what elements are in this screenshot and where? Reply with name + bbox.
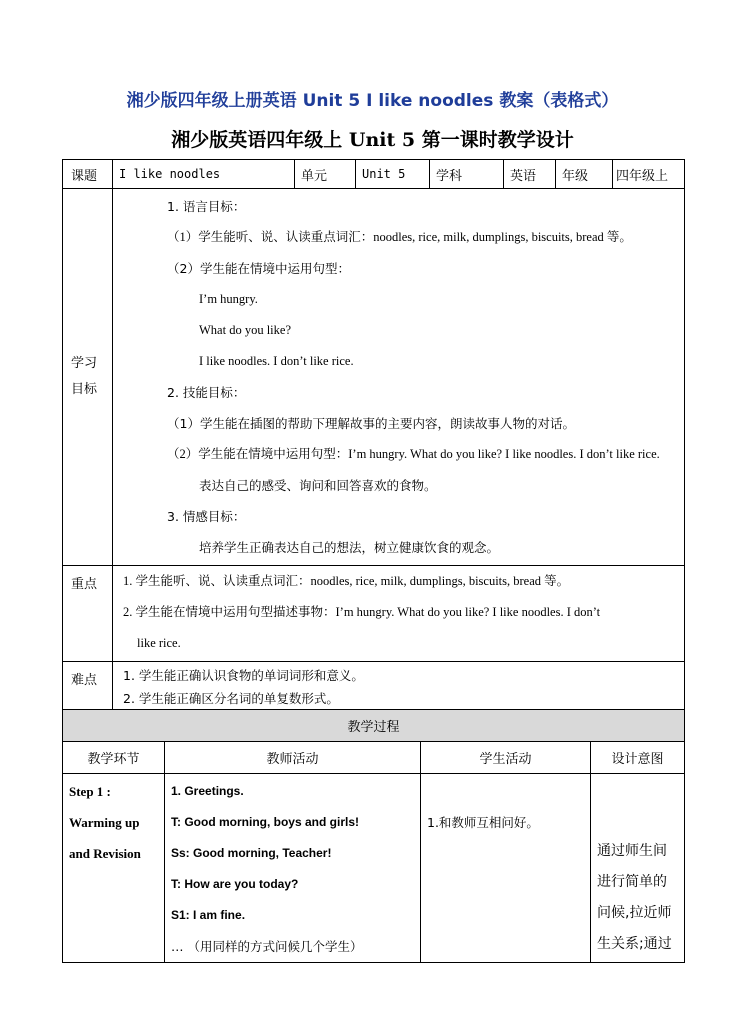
teaching-process-table	[62, 709, 685, 963]
step-line: Step 1 :	[69, 784, 111, 799]
intent-line: 问候,拉近师	[597, 905, 672, 921]
key-points-row	[63, 566, 685, 662]
objectives-label-line1: 学习	[71, 356, 98, 371]
teacher-line: S1: I am fine.	[171, 908, 246, 922]
key-points-label: 重点	[63, 566, 113, 662]
intent-line: 通过师生间	[597, 843, 667, 859]
document-subtitle: 湘少版英语四年级上 Unit 5 第一课时教学设计	[171, 129, 574, 151]
header-teacher: 教师活动	[165, 742, 421, 774]
teacher-activity-cell	[165, 774, 421, 963]
document-title: 湘少版四年级上册英语 Unit 5 I like noodles 教案（表格式）	[126, 91, 619, 111]
grade-value: 四年级上	[613, 160, 685, 189]
process-step-row	[63, 774, 685, 963]
teacher-line: T: Good morning, boys and girls!	[171, 815, 359, 829]
key-points-content	[113, 566, 685, 662]
objectives-row	[63, 189, 685, 566]
objective-line: 3. 情感目标：	[167, 509, 246, 524]
teacher-line: T: How are you today?	[171, 877, 299, 891]
topic-value: I like noodles	[113, 160, 295, 189]
intent-line: 进行简单的	[597, 874, 667, 890]
objective-line: 1. 语言目标：	[167, 199, 246, 214]
header-step: 教学环节	[63, 742, 165, 774]
difficulties-label: 难点	[63, 662, 113, 711]
subject-label: 学科	[430, 160, 504, 189]
design-intent-cell	[591, 774, 685, 963]
difficulty-line: 1. 学生能正确认识食物的单词词形和意义。	[123, 668, 364, 683]
objectives-label	[63, 189, 113, 566]
header-intent: 设计意图	[591, 742, 685, 774]
topic-label: 课题	[63, 160, 113, 189]
step-line: and Revision	[69, 846, 141, 861]
difficulties-content	[113, 662, 685, 711]
student-activity-cell	[421, 774, 591, 963]
unit-label: 单元	[295, 160, 356, 189]
step-line: Warming up	[69, 815, 140, 830]
objective-line: I’m hungry.	[199, 292, 258, 306]
objective-line: What do you like?	[199, 323, 291, 337]
unit-value: Unit 5	[356, 160, 430, 189]
lesson-info-table	[62, 159, 685, 711]
teacher-line: 1. Greetings.	[171, 784, 244, 798]
objectives-content	[113, 189, 685, 566]
process-title: 教学过程	[63, 710, 685, 742]
objective-line: 2. 技能目标：	[167, 385, 246, 400]
step-cell	[63, 774, 165, 963]
intent-line: 生关系;通过	[597, 936, 672, 952]
objective-line: （1）学生能听、说、认读重点词汇：noodles, rice, milk, dumplings, biscuits, bread 等。	[167, 230, 632, 244]
objective-line: （2）学生能在情境中运用句型：	[167, 261, 350, 276]
teacher-line: Ss: Good morning, Teacher!	[171, 846, 332, 860]
objective-line: 表达自己的感受、询问和回答喜欢的食物。	[199, 478, 437, 493]
key-point-line: 1. 学生能听、说、认读重点词汇：noodles, rice, milk, dumplings, biscuits, bread 等。	[123, 574, 570, 588]
objectives-label-line2: 目标	[71, 382, 98, 397]
objective-line: I like noodles. I don’t like rice.	[199, 354, 354, 368]
process-title-row	[63, 710, 685, 742]
objective-line: （2）学生能在情境中运用句型：I’m hungry. What do you like? I like noodles. I don’t like rice.	[167, 447, 660, 461]
process-header-row	[63, 742, 685, 774]
header-student: 学生活动	[421, 742, 591, 774]
key-point-line: 2. 学生能在情境中运用句型描述事物：I’m hungry. What do you like? I like noodles. I don’t	[123, 605, 601, 619]
objective-line: （1）学生能在插图的帮助下理解故事的主要内容，朗读故事人物的对话。	[167, 416, 575, 431]
difficulties-row	[63, 662, 685, 711]
teacher-line: … （用同样的方式问候几个学生）	[171, 939, 363, 954]
grade-label: 年级	[556, 160, 613, 189]
info-row	[63, 160, 685, 189]
student-line: 1.和教师互相问好。	[427, 815, 539, 830]
key-point-line: like rice.	[137, 636, 181, 650]
difficulty-line: 2. 学生能正确区分名词的单复数形式。	[123, 691, 339, 706]
objective-line: 培养学生正确表达自己的想法，树立健康饮食的观念。	[199, 540, 500, 555]
subject-value: 英语	[504, 160, 556, 189]
